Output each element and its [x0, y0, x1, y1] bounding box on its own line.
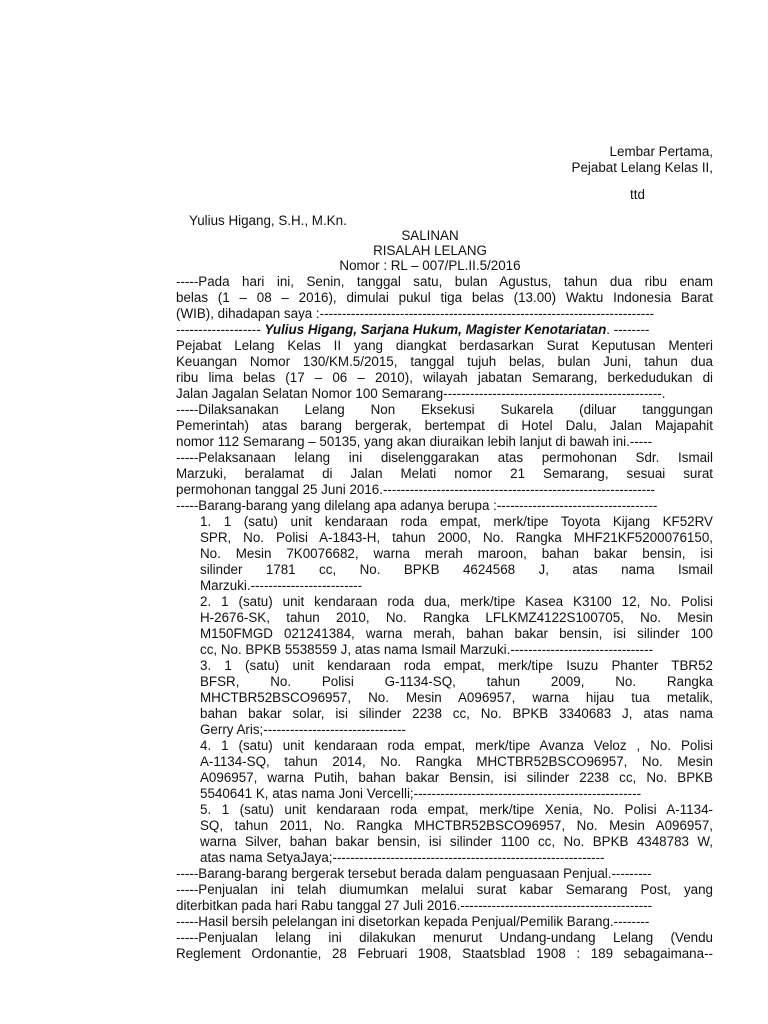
ttd-label: ttd [630, 187, 645, 202]
body-line: (WIB), dihadapan saya :--------------------------------------------------------------------------- [176, 306, 655, 321]
dash-suffix: . -------- [606, 322, 650, 337]
body-line: Pejabat Lelang Kelas II yang diangkat berdasarkan Surat Keputusan Menteri [176, 338, 713, 353]
list-item-line: M150FMGD 021241384, warna merah, bahan bakar bensin, isi silinder 100 [200, 626, 713, 641]
list-item-line: MHCTBR52BSCO96957, No. Mesin A096957, warna hijau tua metalik, [200, 690, 713, 705]
list-item-line: silinder 1781 cc, No. BPKB 4624568 J, atas nama Ismail [200, 562, 713, 577]
list-item-line: bahan bakar solar, isi silinder 2238 cc, No. BPKB 3340683 J, atas nama [200, 706, 713, 721]
list-item-line: No. Mesin 7K0076682, warna merah maroon, bahan bakar bensin, isi [200, 546, 713, 561]
body-line: Marzuki, beralamat di Jalan Melati nomor 21 Semarang, sesuai surat [176, 466, 713, 481]
official-name: Yulius Higang, Sarjana Hukum, Magister Kenotariatan [264, 322, 607, 337]
list-item-line: 4. 1 (satu) unit kendaraan roda empat, merk/tipe Avanza Veloz , No. Polisi [200, 738, 713, 753]
body-line: -----Barang-barang yang dilelang apa adanya berupa :------------------------------------ [176, 498, 658, 513]
body-line: Keuangan Nomor 130/KM.5/2015, tanggal tujuh belas, bulan Juni, tahun dua [176, 354, 713, 369]
list-item-line: 1. 1 (satu) unit kendaraan roda empat, merk/tipe Toyota Kijang KF52RV [200, 514, 713, 529]
lembar-pertama: Lembar Pertama, [609, 144, 713, 159]
list-item-line: warna Silver, bahan bakar bensin, isi silinder 1100 cc, No. BPKB 4348783 W, [200, 834, 713, 849]
list-item-line: 2. 1 (satu) unit kendaraan roda dua, merk/tipe Kasea K3100 12, No. Polisi [200, 594, 713, 609]
list-item-line: Gerry Aris;-------------------------------- [200, 722, 406, 737]
salinan-heading: SALINAN [401, 228, 459, 243]
body-line: -----Penjualan lelang ini dilakukan menurut Undang-undang Lelang (Vendu [176, 930, 713, 945]
list-item-line: A096957, warna Putih, bahan bakar Bensin, isi silinder 2238 cc, No. BPKB [200, 770, 713, 785]
list-item-line: H-2676-SK, tahun 2010, No. Rangka LFLKMZ4122S100705, No. Mesin [200, 610, 713, 625]
list-item-line: Marzuki.------------------------- [200, 578, 363, 593]
body-line: -----Penjualan ini telah diumumkan melalui surat kabar Semarang Post, yang [176, 882, 713, 897]
body-line: -----Barang-barang bergerak tersebut berada dalam penguasaan Penjual.--------- [176, 866, 652, 881]
nomor-line: Nomor : RL – 007/PL.II.5/2016 [339, 258, 521, 273]
list-item-line: 3. 1 (satu) unit kendaraan roda empat, merk/tipe Isuzu Phanter TBR52 [200, 658, 713, 673]
body-line: belas (1 – 08 – 2016), dimulai pukul tiga belas (13.00) Waktu Indonesia Barat [176, 290, 713, 305]
list-item-line: SQ, tahun 2011, No. Rangka MHCTBR52BSCO96957, No. Mesin A096957, [200, 818, 713, 833]
body-line: -----Pelaksanaan lelang ini diselenggarakan atas permohonan Sdr. Ismail [176, 450, 713, 465]
pejabat-lelang-title: Pejabat Lelang Kelas II, [571, 160, 713, 175]
list-item-line: atas nama SetyaJaya;------------------------------------------------------------- [200, 850, 605, 865]
list-item-line: BFSR, No. Polisi G-1134-SQ, tahun 2009, No. Rangka [200, 674, 713, 689]
list-item-line: 5540641 K, atas nama Joni Vercelli;--------------------------------------------------- [200, 786, 642, 801]
body-line: -----Pada hari ini, Senin, tanggal satu, bulan Agustus, tahun dua ribu enam [176, 274, 713, 289]
official-name-line [176, 322, 649, 338]
body-line: diterbitkan pada hari Rabu tanggal 27 Juli 2016.------------------------------------------- [176, 898, 653, 913]
body-line: Pemerintah) atas barang bergerak, bertempat di Hotel Dalu, Jalan Majapahit [176, 418, 713, 433]
body-line: -----Dilaksanakan Lelang Non Eksekusi Sukarela (diluar tanggungan [176, 402, 713, 417]
body-line: permohonan tanggal 25 Juni 2016.------------------------------------------------------------- [176, 482, 655, 497]
list-item-line: A-1134-SQ, tahun 2014, No. Rangka MHCTBR52BSCO96957, No. Mesin [200, 754, 713, 769]
list-item-line: 5. 1 (satu) unit kendaraan roda empat, merk/tipe Xenia, No. Polisi A-1134- [200, 802, 713, 817]
list-item-line: cc, No. BPKB 5538559 J, atas nama Ismail Marzuki.-------------------------------- [200, 642, 654, 657]
list-item-line: SPR, No. Polisi A-1843-H, tahun 2000, No. Rangka MHF21KF5200076150, [200, 530, 713, 545]
body-line: Reglement Ordonantie, 28 Februari 1908, Staatsblad 1908 : 189 sebagaimana-- [176, 946, 713, 961]
signer-name: Yulius Higang, S.H., M.Kn. [189, 213, 347, 228]
body-line: nomor 112 Semarang – 50135, yang akan diuraikan lebih lanjut di bawah ini.----- [176, 434, 653, 449]
body-line: ribu lima belas (17 – 06 – 2010), wilayah jabatan Semarang, berkedudukan di [176, 370, 713, 385]
risalah-heading: RISALAH LELANG [373, 243, 487, 258]
body-line: -----Hasil bersih pelelangan ini disetorkan kepada Penjual/Pemilik Barang.-------- [176, 914, 650, 929]
dash-prefix: ------------------- [176, 322, 261, 337]
body-line: Jalan Jagalan Selatan Nomor 100 Semarang-------------------------------------------------. [176, 386, 666, 401]
